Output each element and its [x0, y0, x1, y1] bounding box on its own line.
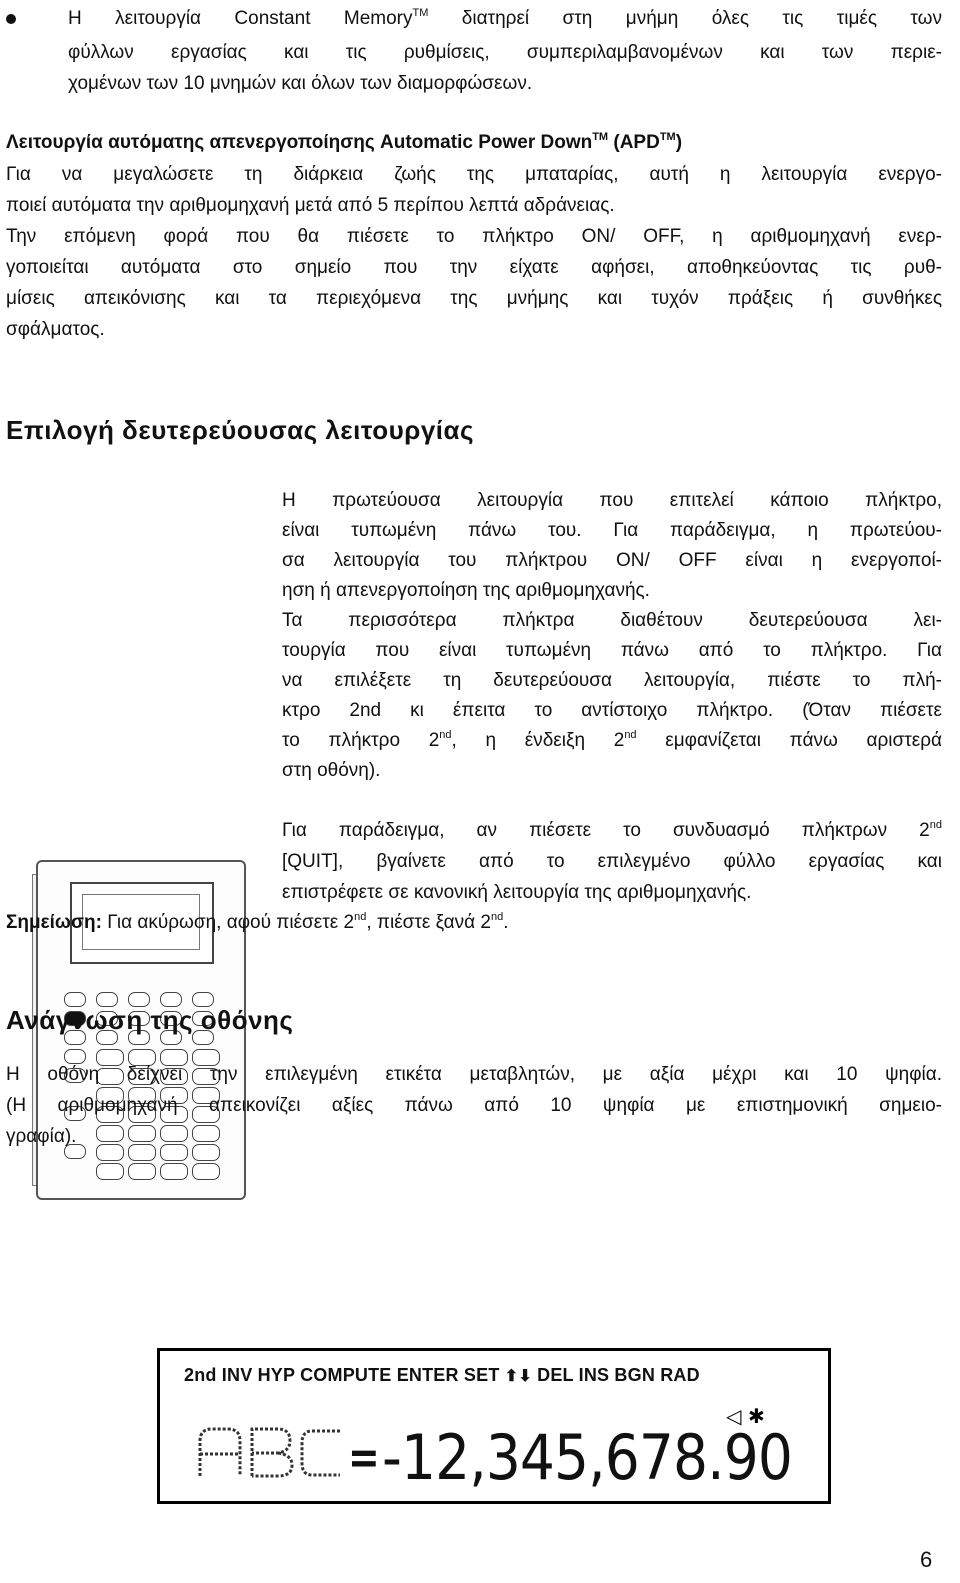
- calculator-key: [160, 1163, 188, 1180]
- calculator-key: [192, 1125, 220, 1142]
- lcd-display-illustration: [157, 1348, 831, 1504]
- lcd-equals: =: [350, 1430, 378, 1484]
- second-line-9: το πλήκτρο 2nd, η ένδειξη 2nd εμφανίζεται πάνω αριστερά: [282, 729, 943, 751]
- bullet-icon: [6, 14, 16, 24]
- lcd-star-marker-icon: ✱: [748, 1404, 765, 1428]
- lcd-indicators: 2nd INV HYP COMPUTE ENTER SET ⬆⬇ DEL INS BGN RAD: [184, 1365, 700, 1385]
- memory-line-1: Η λειτουργία Constant Memory™ διατηρεί στη μνήμη όλες τις τιμές των: [68, 7, 942, 29]
- apd-line-1: Για να μεγαλώσετε τη διάρκεια ζωής της μπαταρίας, αυτή η λειτουργία ενεργο-: [6, 164, 942, 185]
- calculator-key: [160, 1125, 188, 1142]
- second-line-4: ηση ή απενεργοποίηση της αριθμομηχανής.: [282, 580, 650, 601]
- second-line-3: σα λειτουργία του πλήκτρου ON/ OFF είναι η ενεργοποί-: [282, 550, 942, 571]
- lcd-value: -12,345,678.90: [382, 1421, 792, 1494]
- display-line-2: (Η αριθμομηχανή απεικονίζει αξίες πάνω από 10 ψηφία με επιστημονική σημειο-: [6, 1095, 942, 1116]
- example-line-3: επιστρέφετε σε κανονική λειτουργία της αριθμομηχανής.: [282, 882, 752, 903]
- second-line-1: Η πρωτεύουσα λειτουργία που επιτελεί κάποιο πλήκτρο,: [282, 490, 942, 511]
- calculator-key: [128, 1163, 156, 1180]
- calculator-key: [128, 1125, 156, 1142]
- apd-line-5: μίσεις απεικόνισης και τα περιεχόμενα της μνήμης και τυχόν πράξεις ή συνθήκες: [6, 288, 942, 309]
- up-down-arrows-icon: ⬆⬇: [504, 1368, 532, 1385]
- apd-line-2: ποιεί αυτόματα την αριθμομηχανή μετά από 5 περίπου λεπτά αδράνειας.: [6, 195, 615, 216]
- calculator-key: [96, 1144, 124, 1161]
- example-line-2: [QUIT], βγαίνετε από το επιλεγμένο φύλλο εργασίας και: [282, 851, 942, 872]
- calculator-key: [96, 1125, 124, 1142]
- second-line-5: Τα περισσότερα πλήκτρα διαθέτουν δευτερεύουσα λει-: [282, 610, 942, 631]
- apd-title: Λειτουργία αυτόματης απενεργοποίησης Automatic Power Down™ (APD™): [6, 131, 683, 153]
- memory-line-2: φύλλων εργασίας και τις ρυθμίσεις, συμπεριλαμβανομένων και των περιε-: [68, 42, 942, 63]
- apd-line-4: γοποιείται αυτόματα στο σημείο που την είχατε αφήσει, αποθηκεύοντας τις ρυθ-: [6, 257, 942, 278]
- second-function-heading: Επιλογή δευτερεύουσας λειτουργίας: [6, 415, 475, 445]
- lcd-arrow-marker-icon: ◁: [726, 1404, 742, 1428]
- calculator-key: [192, 1144, 220, 1161]
- apd-line-6: σφάλματος.: [6, 319, 105, 340]
- lcd-digits: [160, 1351, 828, 1501]
- second-line-10: στη οθόνη).: [282, 760, 381, 781]
- page-number: 6: [920, 1547, 933, 1572]
- calculator-key: [160, 1144, 188, 1161]
- second-line-2: είναι τυπωμένη πάνω του. Για παράδειγμα, η πρωτεύου-: [282, 520, 942, 541]
- display-heading: Ανάγνωση της οθόνης: [6, 1005, 294, 1035]
- note-label: Σημείωση:: [6, 912, 102, 933]
- second-line-7: να επιλέξετε τη δευτερεύουσα λειτουργία, πιέστε το πλή-: [282, 670, 942, 691]
- calculator-key: [96, 1163, 124, 1180]
- display-line-3: γραφία).: [6, 1126, 77, 1147]
- lcd-label: ABC: [196, 1423, 301, 1491]
- apd-line-3: Την επόμενη φορά που θα πιέσετε το πλήκτρο ON/ OFF, η αριθμομηχανή ενερ-: [6, 226, 942, 247]
- calculator-key: [192, 1163, 220, 1180]
- memory-line-3: χομένων των 10 μνημών και όλων των διαμορφώσεων.: [68, 73, 533, 94]
- second-line-8: κτρο 2nd κι έπειτα το αντίστοιχο πλήκτρο. (Όταν πιέσετε: [282, 700, 942, 721]
- calculator-key: [128, 1144, 156, 1161]
- note-line: Σημείωση: Για ακύρωση, αφού πιέσετε 2nd, πιέστε ξανά 2nd.: [6, 911, 509, 933]
- example-line-1: Για παράδειγμα, αν πιέσετε το συνδυασμό πλήκτρων 2nd: [282, 819, 942, 841]
- second-line-6: τουργία που είναι τυπωμένη πάνω από το πλήκτρο. Για: [282, 640, 942, 661]
- display-line-1: Η οθόνη δείχνει την επιλεγμένη ετικέτα μεταβλητών, με αξία μέχρι και 10 ψηφία.: [6, 1064, 942, 1085]
